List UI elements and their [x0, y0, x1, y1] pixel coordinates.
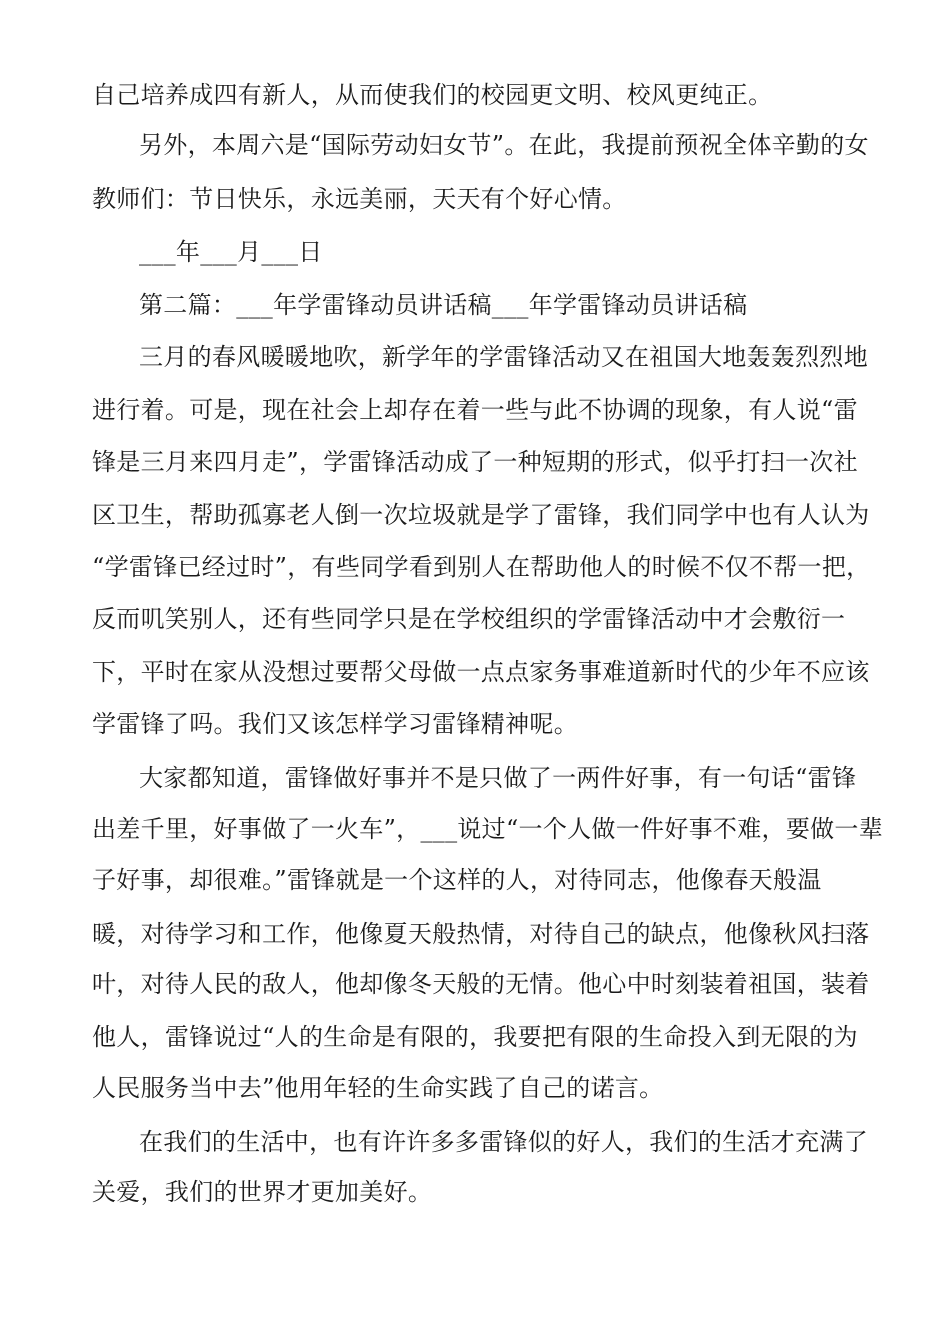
- section-heading: 第二篇：___年学雷锋动员讲话稿___年学雷锋动员讲话稿: [139, 291, 748, 319]
- paragraph-line: 人民服务当中去”他用年轻的生命实践了自己的诺言。: [92, 1074, 664, 1102]
- paragraph-line: 学雷锋了吗。我们又该怎样学习雷锋精神呢。: [92, 710, 578, 738]
- paragraph-line: 三月的春风暖暖地吹，新学年的学雷锋活动又在祖国大地轰轰烈烈地: [139, 343, 868, 371]
- paragraph-line: 自己培养成四有新人，从而使我们的校园更文明、校风更纯正。: [92, 81, 773, 109]
- paragraph-line: 另外，本周六是“国际劳动妇女节”。在此，我提前预祝全体辛勤的女: [139, 131, 869, 159]
- paragraph-line: 反而叽笑别人，还有些同学只是在学校组织的学雷锋活动中才会敷衍一: [92, 605, 846, 633]
- paragraph-line: 教师们：节日快乐，永远美丽，天天有个好心情。: [92, 185, 627, 213]
- paragraph-line: 叶，对待人民的敌人，他却像冬天般的无情。他心中时刻装着祖国，装着: [92, 970, 870, 998]
- paragraph-line: 在我们的生活中，也有许许多多雷锋似的好人，我们的生活才充满了: [139, 1128, 868, 1156]
- paragraph-line: 锋是三月来四月走”，学雷锋活动成了一种短期的形式，似乎打扫一次社: [92, 448, 858, 476]
- paragraph-line: “学雷锋已经过时”，有些同学看到别人在帮助他人的时候不仅不帮一把，: [92, 553, 871, 581]
- paragraph-line: 他人，雷锋说过“人的生命是有限的，我要把有限的生命投入到无限的为: [92, 1023, 858, 1051]
- date-line: ___年___月___日: [139, 238, 323, 266]
- paragraph-line: 大家都知道，雷锋做好事并不是只做了一两件好事，有一句话“雷锋: [139, 764, 857, 792]
- paragraph-line: 暖，对待学习和工作，他像夏天般热情，对待自己的缺点，他像秋风扫落: [92, 920, 870, 948]
- paragraph-line: 出差千里，好事做了一火车”，___说过“一个人做一件好事不难，要做一辈: [92, 815, 884, 843]
- paragraph-line: 关爱，我们的世界才更加美好。: [92, 1178, 433, 1206]
- paragraph-line: 进行着。可是，现在社会上却存在着一些与此不协调的现象，有人说“雷: [92, 396, 858, 424]
- paragraph-line: 区卫生，帮助孤寡老人倒一次垃圾就是学了雷锋，我们同学中也有人认为: [92, 501, 870, 529]
- paragraph-line: 下，平时在家从没想过要帮父母做一点点家务事难道新时代的少年不应该: [92, 658, 870, 686]
- paragraph-line: 子好事，却很难。”雷锋就是一个这样的人，对待同志，他像春天般温: [92, 866, 822, 894]
